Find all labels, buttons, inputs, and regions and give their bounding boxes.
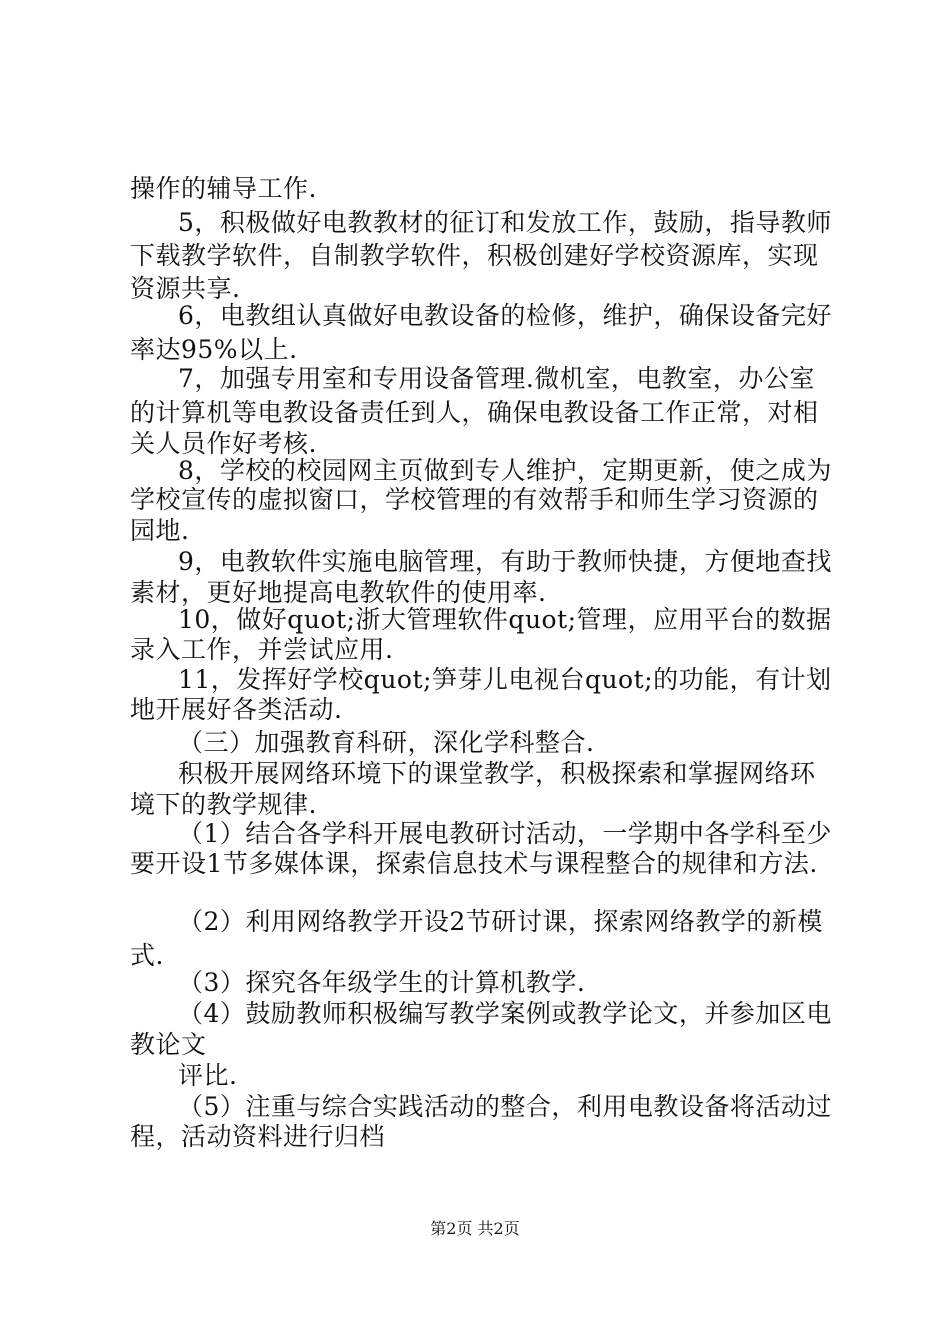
text-line: （1）结合各学科开展电教研讨活动，一学期中各学科至少	[178, 819, 832, 848]
text-line: 5，积极做好电教教材的征订和发放工作，鼓励，指导教师	[178, 208, 832, 237]
text-line: 资源共享.	[130, 274, 241, 303]
text-line: （5）注重与综合实践活动的整合，利用电教设备将活动过	[178, 1092, 832, 1121]
text-line: 录入工作，并尝试应用.	[130, 635, 394, 664]
text-line: （3）探究各年级学生的计算机教学.	[178, 968, 586, 997]
text-line: 6，电教组认真做好电教设备的检修，维护，确保设备完好	[178, 301, 832, 330]
text-line: （4）鼓励教师积极编写教学案例或教学论文，并参加区电	[178, 999, 832, 1028]
text-line: 8，学校的校园网主页做到专人维护，定期更新，使之成为	[178, 456, 832, 485]
text-line: 9，电教软件实施电脑管理，有助于教师快捷，方便地查找	[178, 547, 832, 576]
text-line: 积极开展网络环境下的课堂教学，积极探索和掌握网络环	[178, 759, 816, 788]
text-line: 素材，更好地提高电教软件的使用率.	[130, 578, 547, 607]
text-line: 程，活动资料进行归档	[130, 1122, 386, 1151]
text-line: 要开设1节多媒体课，探索信息技术与课程整合的规律和方法.	[130, 849, 818, 878]
text-line: 11，发挥好学校quot;笋芽儿电视台quot;的功能，有计划	[178, 665, 832, 694]
text-line: 园地.	[130, 516, 190, 545]
text-line: 地开展好各类活动.	[130, 695, 343, 724]
text-line: 关人员作好考核.	[130, 429, 317, 458]
text-line: 学校宣传的虚拟窗口，学校管理的有效帮手和师生学习资源的	[130, 485, 819, 514]
text-line: 评比.	[178, 1061, 238, 1090]
page-number: 第2页 共2页	[430, 1219, 520, 1238]
text-line: 下载教学软件，自制教学软件，积极创建好学校资源库，实现	[130, 241, 819, 270]
text-line: 操作的辅导工作.	[130, 174, 317, 203]
section-heading: （三）加强教育科研，深化学科整合.	[178, 728, 595, 757]
text-line: 境下的教学规律.	[130, 790, 317, 819]
text-line: 率达95%以上.	[130, 335, 298, 364]
text-line: 式.	[130, 941, 164, 970]
text-line: （2）利用网络教学开设2节研讨课，探索网络教学的新模	[178, 907, 823, 936]
text-line: 10，做好quot;浙大管理软件quot;管理，应用平台的数据	[178, 605, 832, 634]
text-line: 教论文	[130, 1030, 207, 1059]
text-line: 的计算机等电教设备责任到人，确保电教设备工作正常，对相	[130, 398, 819, 427]
text-line: 7，加强专用室和专用设备管理.微机室，电教室，办公室	[178, 364, 815, 393]
